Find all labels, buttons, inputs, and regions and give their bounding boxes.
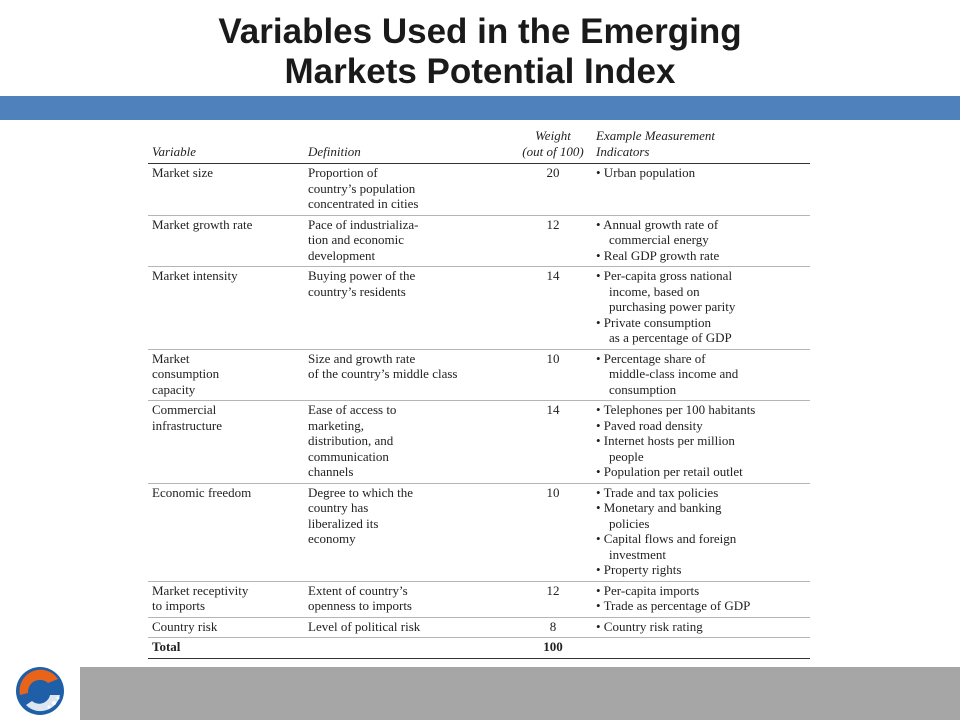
header-weight-line2: (out of 100)	[522, 143, 584, 159]
indicator-line: consumption	[609, 381, 677, 397]
definition-line: liberalized its	[308, 515, 379, 531]
indicators-cell	[592, 581, 810, 617]
indicator-line: people	[609, 448, 644, 464]
definition-cell	[304, 267, 514, 350]
table-row	[148, 267, 810, 350]
header-indicators	[592, 126, 810, 164]
slide-title	[0, 12, 960, 92]
table-row	[148, 164, 810, 216]
definition-line: country has	[308, 500, 369, 515]
indicators-table	[148, 126, 810, 659]
indicators-cell	[592, 401, 810, 484]
indicator-line: • Percentage share of	[596, 350, 706, 366]
table-row	[148, 581, 810, 617]
indicators-cell	[592, 267, 810, 350]
definition-line: development	[308, 247, 376, 263]
table-row	[148, 483, 810, 581]
total-label: Total	[148, 638, 304, 659]
variable-cell	[148, 349, 304, 401]
indicator-line: • Country risk rating	[596, 618, 703, 634]
variable-cell	[148, 215, 304, 267]
indicator-line: • Paved road density	[596, 417, 703, 433]
indicators-cell	[592, 215, 810, 267]
header-indicators-line2: Indicators	[596, 143, 650, 159]
indicator-line: • Real GDP growth rate	[596, 247, 720, 263]
weight-cell: 14	[514, 401, 592, 484]
indicator-line: commercial energy	[609, 232, 709, 247]
definition-line: Proportion of	[308, 165, 378, 180]
definition-cell	[304, 401, 514, 484]
indicator-line: • Internet hosts per million	[596, 433, 735, 448]
total-definition-empty	[304, 638, 514, 659]
weight-cell: 14	[514, 267, 592, 350]
definition-cell	[304, 617, 514, 638]
table-header-row	[148, 126, 810, 164]
indicators-cell	[592, 349, 810, 401]
indicator-line: • Private consumption	[596, 314, 712, 330]
definition-line: Size and growth rate	[308, 350, 416, 366]
indicator-line: income, based on	[609, 283, 700, 299]
variable-line: Market intensity	[152, 268, 238, 283]
definition-line: Level of political risk	[308, 618, 421, 634]
definition-line: channels	[308, 464, 354, 479]
variable-line: Commercial	[152, 402, 217, 417]
definition-line: Ease of access to	[308, 402, 397, 417]
definition-cell	[304, 164, 514, 216]
definition-line: communication	[308, 448, 389, 464]
header-accent-band	[0, 96, 960, 120]
definition-line: distribution, and	[308, 433, 394, 448]
definition-line: marketing,	[308, 417, 364, 433]
variable-line: consumption	[152, 366, 220, 381]
footer-band	[80, 667, 960, 720]
variable-line: Market receptivity	[152, 582, 249, 598]
indicator-line: • Per-capita gross national	[596, 268, 733, 283]
definition-cell	[304, 215, 514, 267]
definition-cell	[304, 483, 514, 581]
weight-cell: 10	[514, 349, 592, 401]
variable-line: to imports	[152, 598, 206, 613]
definition-line: economy	[308, 531, 356, 546]
definition-line: Degree to which the	[308, 484, 414, 500]
weight-cell: 20	[514, 164, 592, 216]
definition-line: Extent of country’s	[308, 582, 408, 598]
total-indicators-empty	[592, 638, 810, 659]
indicator-line: • Population per retail outlet	[596, 464, 743, 479]
definition-line: tion and economic	[308, 232, 405, 247]
variable-cell	[148, 617, 304, 638]
indicator-line: • Telephones per 100 habitants	[596, 402, 756, 417]
total-weight: 100	[514, 638, 592, 659]
variable-cell	[148, 267, 304, 350]
indicator-line: policies	[609, 515, 650, 531]
indicators-cell	[592, 617, 810, 638]
definition-cell	[304, 349, 514, 401]
indicator-line: investment	[609, 546, 667, 562]
variable-line: Economic freedom	[152, 484, 252, 500]
header-indicators-line1: Example Measurement	[596, 128, 716, 143]
definition-line: openness to imports	[308, 598, 412, 613]
definition-line: of the country’s middle class	[308, 366, 458, 381]
table-row	[148, 349, 810, 401]
definition-cell	[304, 581, 514, 617]
indicator-line: • Urban population	[596, 165, 696, 180]
definition-line: Pace of industrializa-	[308, 216, 419, 232]
variable-line: infrastructure	[152, 417, 223, 433]
slide-title-line2: Markets Potential Index	[284, 52, 676, 91]
weight-cell: 10	[514, 483, 592, 581]
weight-cell: 12	[514, 581, 592, 617]
definition-line: Buying power of the	[308, 268, 416, 283]
table-row	[148, 215, 810, 267]
variable-cell	[148, 401, 304, 484]
table-body	[148, 164, 810, 659]
header-weight	[514, 126, 592, 164]
indicator-line: • Trade as percentage of GDP	[596, 598, 751, 613]
indicator-line: middle-class income and	[609, 366, 739, 381]
publisher-logo-icon	[14, 665, 66, 717]
indicator-line: as a percentage of GDP	[609, 330, 732, 345]
slide-title-line1: Variables Used in the Emerging	[218, 12, 742, 51]
indicators-cell	[592, 164, 810, 216]
indicator-line: • Capital flows and foreign	[596, 531, 737, 546]
indicators-table-container	[148, 126, 810, 659]
indicators-cell	[592, 483, 810, 581]
definition-line: country’s residents	[308, 283, 406, 299]
indicator-line: • Annual growth rate of	[596, 216, 719, 232]
variable-cell	[148, 164, 304, 216]
variable-line: capacity	[152, 381, 196, 397]
variable-line: Market	[152, 350, 190, 366]
definition-line: country’s population	[308, 180, 416, 196]
weight-cell: 12	[514, 215, 592, 267]
variable-line: Country risk	[152, 618, 218, 634]
table-total-row	[148, 638, 810, 659]
indicator-line: • Per-capita imports	[596, 582, 700, 598]
header-definition: Definition	[304, 126, 514, 164]
variable-line: Market growth rate	[152, 216, 253, 232]
indicator-line: • Property rights	[596, 562, 682, 577]
table-row	[148, 617, 810, 638]
variable-cell	[148, 581, 304, 617]
weight-cell: 8	[514, 617, 592, 638]
definition-line: concentrated in cities	[308, 196, 419, 211]
indicator-line: • Monetary and banking	[596, 500, 722, 515]
indicator-line: purchasing power parity	[609, 299, 736, 314]
header-weight-line1: Weight	[535, 128, 571, 143]
variable-line: Market size	[152, 165, 214, 180]
variable-cell	[148, 483, 304, 581]
table-row	[148, 401, 810, 484]
header-variable: Variable	[148, 126, 304, 164]
indicator-line: • Trade and tax policies	[596, 484, 719, 500]
